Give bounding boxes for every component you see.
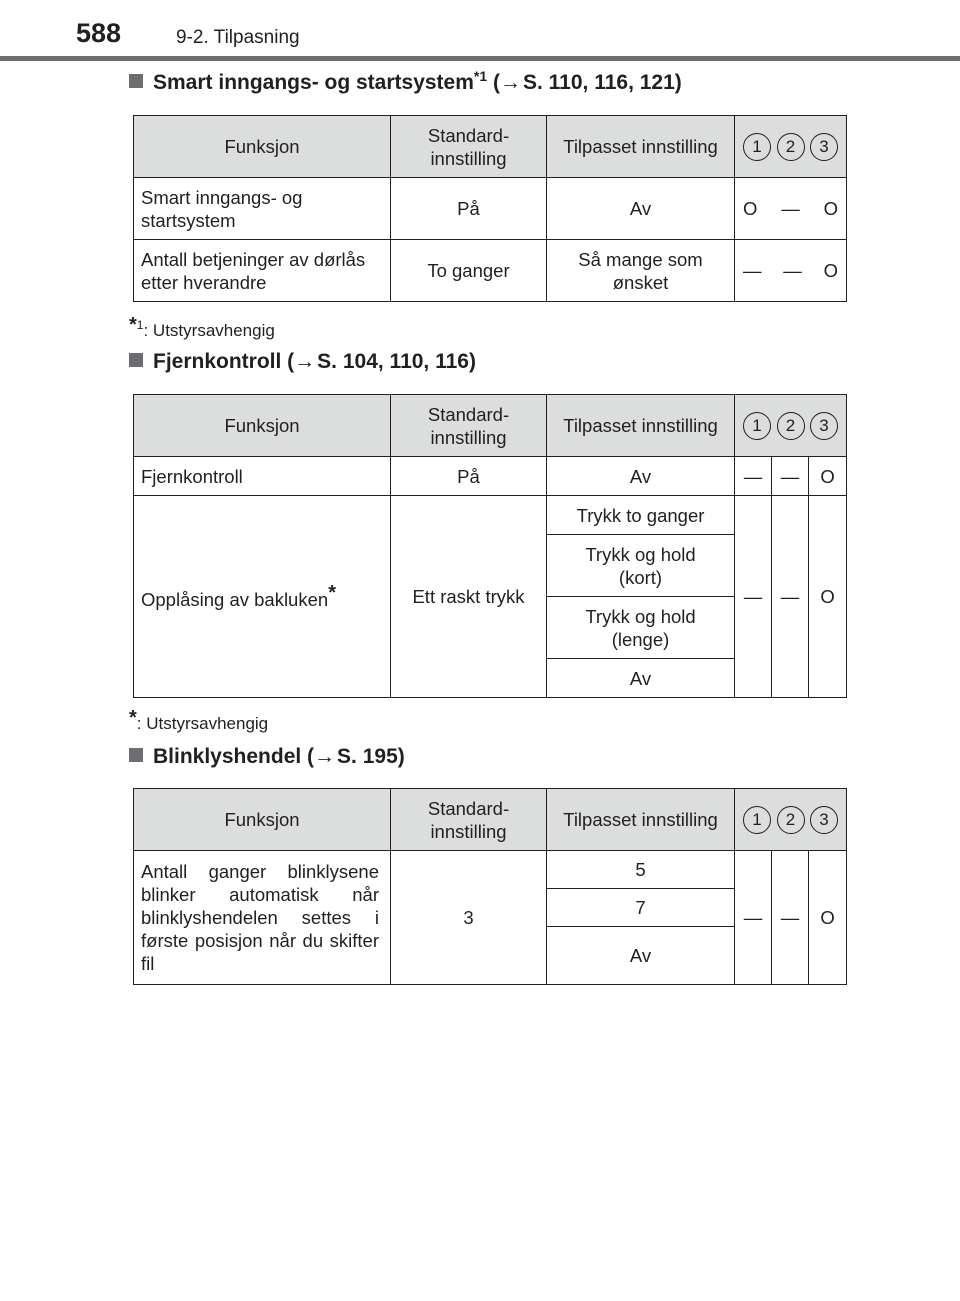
square-bullet-icon	[129, 74, 143, 88]
default-cell: 3	[391, 851, 547, 985]
option-cell: Av	[547, 659, 735, 698]
table-row	[134, 178, 847, 240]
table-row	[134, 496, 847, 535]
method-3-cell: O	[809, 457, 847, 496]
method-2-cell: —	[772, 496, 809, 698]
circled-3-icon: 3	[810, 806, 838, 834]
method-3-cell: O	[809, 496, 847, 698]
custom-cell: Av	[547, 178, 735, 240]
option-cell: 5	[547, 851, 735, 889]
circled-1-icon: 1	[743, 412, 771, 440]
circled-1-icon: 1	[743, 806, 771, 834]
column-header-custom: Tilpasset innstilling	[547, 395, 735, 457]
function-cell: Antall betjeninger av dørlås etter hverandre	[134, 240, 391, 302]
circled-2-icon: 2	[777, 133, 805, 161]
section-heading-remote: Fjernkontroll (→S. 104, 110, 116)	[129, 350, 476, 374]
column-header-default: Standard- innstilling	[391, 395, 547, 457]
smart-entry-table	[133, 115, 847, 302]
function-cell: Antall ganger blinklysene blinker automatisk når blinklyshendelen settes i første posisjon når du skifter fil	[134, 851, 391, 985]
circled-2-icon: 2	[777, 806, 805, 834]
option-cell: Av	[547, 927, 735, 985]
custom-cell: Så mange som ønsket	[547, 240, 735, 302]
circled-3-icon: 3	[810, 412, 838, 440]
method-2-cell: —	[772, 457, 809, 496]
section-heading-turn-signal: Blinklyshendel (→S. 195)	[129, 745, 405, 769]
circled-2-icon: 2	[777, 412, 805, 440]
option-cell: Trykk og hold (kort)	[547, 535, 735, 597]
column-header-default: Standard- innstilling	[391, 789, 547, 851]
methods-cell: — — O	[735, 240, 847, 302]
methods-cell: O — O	[735, 178, 847, 240]
column-header-methods	[735, 116, 847, 178]
method-1-cell: —	[735, 457, 772, 496]
method-3-cell: O	[809, 851, 847, 985]
arrow-right-icon: →	[499, 71, 521, 94]
default-cell: På	[391, 457, 547, 496]
method-1-cell: —	[735, 496, 772, 698]
square-bullet-icon	[129, 353, 143, 367]
arrow-right-icon: →	[294, 350, 316, 373]
function-cell: Opplåsing av bakluken*	[134, 496, 391, 698]
footnote-1: *$^1$: Utstyrsavhengig	[129, 314, 275, 340]
function-cell: Fjernkontroll	[134, 457, 391, 496]
method-1-cell: —	[735, 851, 772, 985]
column-header-function: Funksjon	[134, 116, 391, 178]
table-row	[134, 851, 847, 889]
column-header-custom: Tilpasset innstilling	[547, 789, 735, 851]
chapter-title: 9-2. Tilpasning	[176, 27, 300, 48]
method-2-cell: —	[772, 851, 809, 985]
column-header-methods	[735, 395, 847, 457]
column-header-custom: Tilpasset innstilling	[547, 116, 735, 178]
default-cell: På	[391, 178, 547, 240]
arrow-right-icon: →	[314, 745, 336, 768]
circled-3-icon: 3	[810, 133, 838, 161]
table-row	[134, 240, 847, 302]
option-cell: Trykk to ganger	[547, 496, 735, 535]
remote-table	[133, 394, 847, 698]
column-header-function: Funksjon	[134, 395, 391, 457]
column-header-default: Standard- innstilling	[391, 116, 547, 178]
square-bullet-icon	[129, 748, 143, 762]
footnote-2: *: Utstyrsavhengig	[129, 707, 269, 733]
column-header-function: Funksjon	[134, 789, 391, 851]
default-cell: To ganger	[391, 240, 547, 302]
page-number: 588	[76, 18, 122, 48]
column-header-methods	[735, 789, 847, 851]
function-cell: Smart inngangs- og startsystem	[134, 178, 391, 240]
turn-signal-table	[133, 788, 847, 985]
option-cell: Trykk og hold (lenge)	[547, 597, 735, 659]
default-cell: Ett raskt trykk	[391, 496, 547, 698]
header-rule	[0, 56, 960, 61]
circled-1-icon: 1	[743, 133, 771, 161]
section-heading-smart-entry: Smart inngangs- og startsystem$^{*1}$ (→S. 110, 116, 121)	[129, 68, 682, 95]
table-row	[134, 457, 847, 496]
custom-cell: Av	[547, 457, 735, 496]
option-cell: 7	[547, 889, 735, 927]
